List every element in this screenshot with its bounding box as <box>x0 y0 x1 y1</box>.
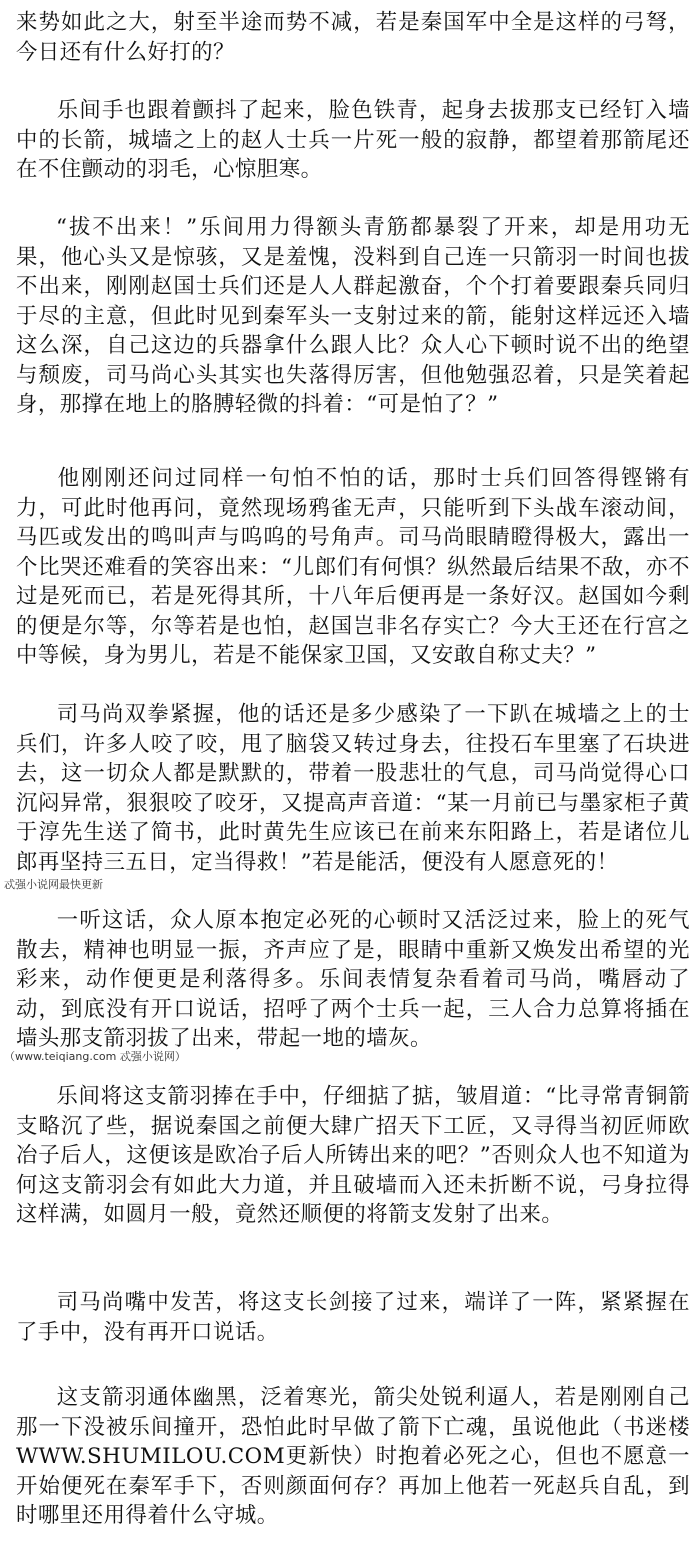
paragraph-6: 一听这话，众人原本抱定必死的心顿时又活泛过来，脸上的死气散去，精神也明显一振，齐声应了是，眼睛中重新又焕发出希望的光彩来，动作便更是利落得多。乐间表情复杂看着司马尚，嘴唇动了动，到底没有开口说话，招呼了两个士兵一起，三人合力总算将插在墙头那支箭羽拔了出来，带起一地的墙灰。 <box>16 908 690 1051</box>
watermark-site-update: 忒强小说网最快更新 <box>4 878 103 891</box>
paragraph-3: “拔不出来！”乐间用力得额头青筋都暴裂了开来，却是用功无果，他心头又是惊骇，又是羞愧，没料到自己连一只箭羽一时间也拔不出来，刚刚赵国士兵们还是人人群起激奋，个个打着要跟秦兵同归于尽的主意，但此时见到秦军头一支射过来的箭，能射这样远还入墙这么深，自己这边的兵器拿什么跟人比？众人心下顿时说不出的绝望与颓废，司马尚心头其实也失落得厉害，但他勉强忍着，只是笑着起身，那撑在地上的胳膊轻微的抖着：“可是怕了？” <box>16 215 690 417</box>
watermark-site-url: （www.teiqiang.com 忒强小说网） <box>4 1050 186 1063</box>
paragraph-7: 乐间将这支箭羽捧在手中，仔细掂了掂，皱眉道：“比寻常青铜箭支略沉了些，据说秦国之前便大肆广招天下工匠，又寻得当初匠师欧冶子后人，这便该是欧冶子后人所铸出来的吧？”否则众人也不知道为何这支箭羽会有如此大力道，并且破墙而入还未折断不说，弓身拉得这样满，如圆月一般，竟然还顺便的将箭支发射了出来。 <box>16 1084 690 1227</box>
paragraph-4: 他刚刚还问过同样一句怕不怕的话，那时士兵们回答得铿锵有力，可此时他再问，竟然现场鸦雀无声，只能听到下头战车滚动间，马匹或发出的鸣叫声与呜呜的号角声。司马尚眼睛瞪得极大，露出一个比哭还难看的笑容出来：“儿郎们有何惧？纵然最后结果不敌，亦不过是死而已，若是死得其所，十八年后便再是一条好汉。赵国如今剩的便是尔等，尔等若是也怕，赵国岂非名存实亡？今大王还在行宫之中等候，身为男儿，若是不能保家卫国，又安敢自称丈夫？” <box>16 466 690 668</box>
paragraph-8: 司马尚嘴中发苦，将这支长剑接了过来，端详了一阵，紧紧握在了手中，没有再开口说话。 <box>16 1290 690 1345</box>
paragraph-9: 这支箭羽通体幽黑，泛着寒光，箭尖处锐利逼人，若是刚刚自己那一下没被乐间撞开，恐怕此时早做了箭下亡魂，虽说他此（书迷楼WWW.SHUMILOU.COM更新快）时抱着必死之心，但也不愿意一开始便死在秦军手下，否则颜面何存？再加上他若一死赵兵自乱，到时哪里还用得着什么守城。 <box>16 1385 690 1528</box>
paragraph-1: 来势如此之大，射至半途而势不减，若是秦国军中全是这样的弓弩，今日还有什么好打的？ <box>16 10 690 65</box>
paragraph-5: 司马尚双拳紧握，他的话还是多少感染了一下趴在城墙之上的士兵们，许多人咬了咬，甩了脑袋又转过身去，往投石车里塞了石块进去，这一切众人都是默默的，带着一股悲壮的气息，司马尚觉得心口沉闷异常，狠狠咬了咬牙，又提高声音道：“某一月前已与墨家柜子黄于淳先生送了简书，此时黄先生应该已在前来东阳路上，若是诸位儿郎再坚持三五日，定当得救！”若是能活，便没有人愿意死的！ <box>16 702 690 875</box>
paragraph-2: 乐间手也跟着颤抖了起来，脸色铁青，起身去拔那支已经钉入墙中的长箭，城墙之上的赵人士兵一片死一般的寂静，都望着那箭尾还在不住颤动的羽毛，心惊胆寒。 <box>16 98 690 182</box>
